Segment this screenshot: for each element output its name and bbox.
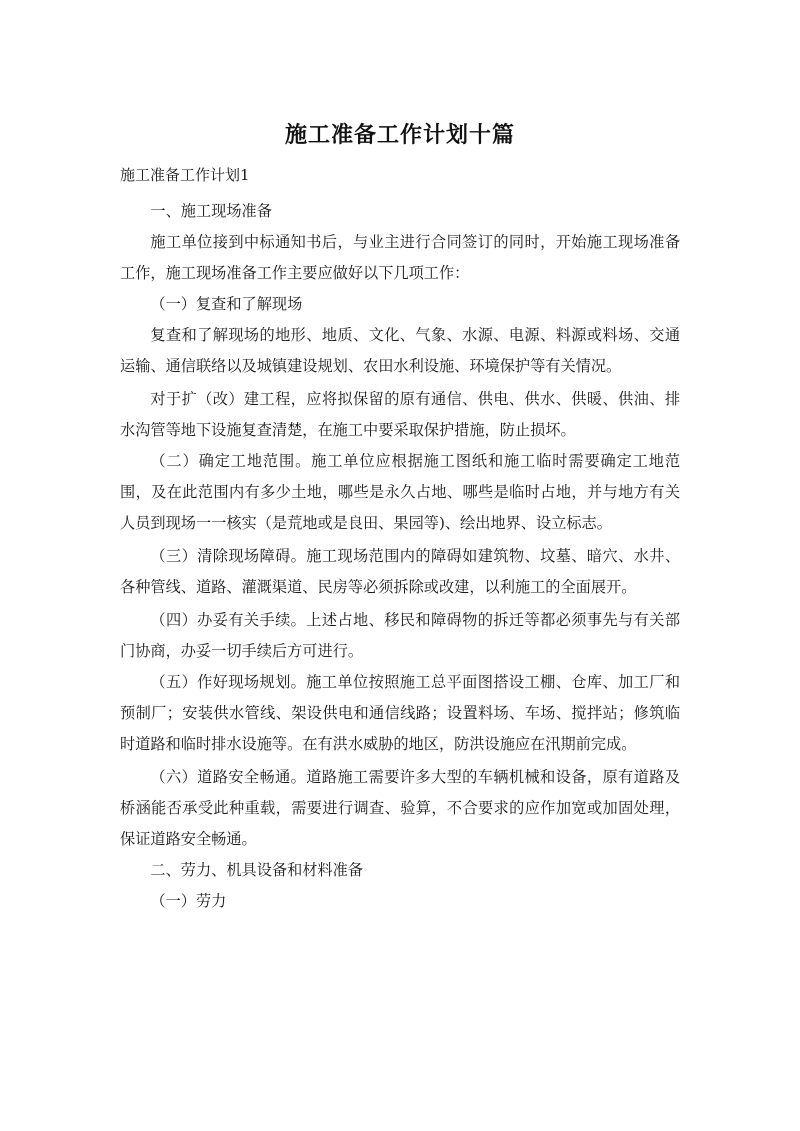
paragraph: 施工单位接到中标通知书后，与业主进行合同签订的同时，开始施工现场准备工作，施工现场准备工作主要应做好以下几项工作：: [120, 233, 680, 282]
paragraph: （四）办妥有关手续。上述占地、移民和障碍物的拆迁等都必须事先与有关部门协商，办妥一切手续后方可进行。: [120, 611, 680, 660]
paragraph: （六）道路安全畅通。道路施工需要许多大型的车辆机械和设备，原有道路及桥涵能否承受此种重载，需要进行调查、验算，不合要求的应作加宽或加固处理，保证道路安全畅通。: [120, 768, 680, 848]
document-body: [120, 196, 680, 917]
subsection-heading: （一）劳力: [150, 892, 227, 910]
paragraph: （二）确定工地范围。施工单位应根据施工图纸和施工临时需要确定工地范围，及在此范围内有多少土地，哪些是永久占地、哪些是临时占地，并与地方有关人员到现场一一核实（是荒地或是良田、果园等)、绘出地界、设立标志。: [120, 452, 680, 532]
document-subtitle: 施工准备工作计划1: [120, 166, 250, 184]
paragraph: 复查和了解现场的地形、地质、文化、气象、水源、电源、料源或料场、交通运输、通信联络以及城镇建设规划、农田水利设施、环境保护等有关情况。: [120, 326, 680, 375]
subsection-heading: （一）复查和了解现场: [150, 295, 303, 313]
document-title: 施工准备工作计划十篇: [284, 123, 515, 148]
paragraph: 对于扩（改）建工程，应将拟保留的原有通信、供电、供水、供暖、供油、排水沟管等地下设施复查清楚，在施工中要采取保护措施，防止损坏。: [120, 390, 680, 439]
section-heading: 二、劳力、机具设备和材料准备: [150, 861, 364, 879]
paragraph: （三）清除现场障碍。施工现场范围内的障碍如建筑物、坟墓、暗穴、水井、各种管线、道路、灌溉渠道、民房等必须拆除或改建，以利施工的全面展开。: [120, 547, 680, 596]
paragraph: （五）作好现场规划。施工单位按照施工总平面图搭设工棚、仓库、加工厂和预制厂；安装供水管线、架设供电和通信线路；设置料场、车场、搅拌站；修筑临时道路和临时排水设施等。在有洪水威胁的地区，防洪设施应在汛期前完成。: [120, 673, 680, 753]
section-heading: 一、施工现场准备: [150, 202, 272, 220]
